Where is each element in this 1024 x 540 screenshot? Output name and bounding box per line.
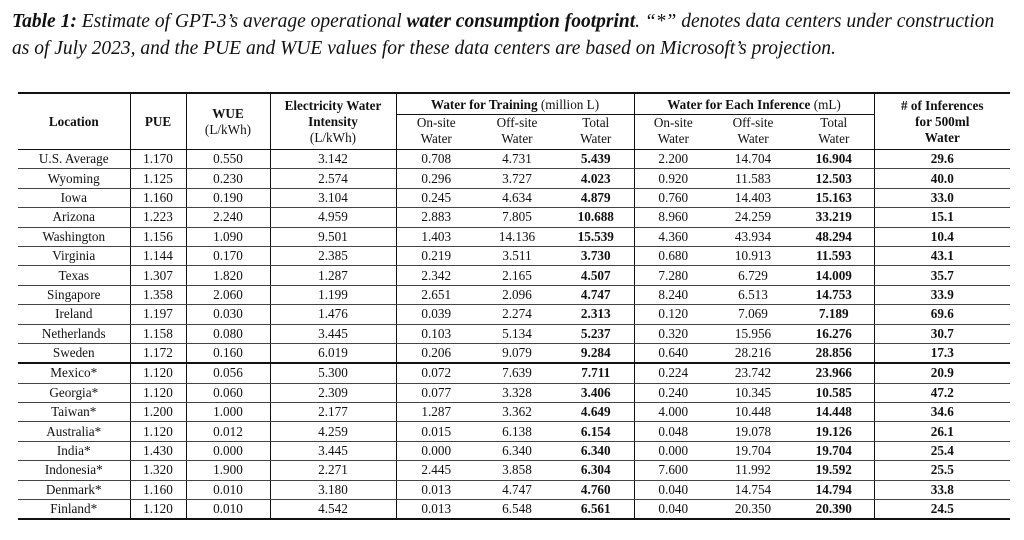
cell-ewi: 5.300 xyxy=(270,363,396,383)
cell-train-offsite: 3.511 xyxy=(476,246,558,265)
cell-train-onsite: 2.445 xyxy=(396,461,476,480)
cell-pue: 1.120 xyxy=(130,383,186,402)
header-ewi-line1: Electricity Water xyxy=(284,98,382,113)
cell-wue: 0.230 xyxy=(186,169,270,188)
cell-inf-offsite: 7.069 xyxy=(712,305,794,324)
header-inference-unit: (mL) xyxy=(813,97,841,112)
cell-train-total: 5.237 xyxy=(558,324,634,343)
header-training-label: Water for Training xyxy=(430,97,538,112)
table-row xyxy=(18,403,1010,422)
cell-inf-offsite: 10.913 xyxy=(712,246,794,265)
header-inf-offsite xyxy=(712,115,794,150)
cell-inf-offsite: 10.345 xyxy=(712,383,794,402)
cell-train-total: 4.507 xyxy=(558,266,634,285)
cell-train-offsite: 6.138 xyxy=(476,422,558,441)
cell-train-total: 5.439 xyxy=(558,150,634,169)
cell-inf-offsite: 28.216 xyxy=(712,343,794,363)
water-footprint-table xyxy=(18,92,1010,520)
cell-train-total: 3.406 xyxy=(558,383,634,402)
table-row xyxy=(18,227,1010,246)
cell-inf-onsite: 0.048 xyxy=(634,422,712,441)
cell-train-total: 6.304 xyxy=(558,461,634,480)
header-inferences-line2: for 500ml xyxy=(915,114,970,129)
cell-inf-total: 11.593 xyxy=(794,246,874,265)
cell-wue: 0.060 xyxy=(186,383,270,402)
cell-train-onsite: 1.403 xyxy=(396,227,476,246)
header-train-onsite-l1: On-site xyxy=(416,115,456,130)
cell-inf-onsite: 0.320 xyxy=(634,324,712,343)
cell-inf-total: 14.448 xyxy=(794,403,874,422)
cell-inf-offsite: 10.448 xyxy=(712,403,794,422)
table-row xyxy=(18,188,1010,207)
cell-inf-total: 20.390 xyxy=(794,500,874,520)
cell-ewi: 4.959 xyxy=(270,208,396,227)
cell-ewi: 2.177 xyxy=(270,403,396,422)
header-inference-label: Water for Each Inference xyxy=(667,97,811,112)
header-location: Location xyxy=(18,93,130,150)
cell-inf-total: 48.294 xyxy=(794,227,874,246)
cell-train-offsite: 3.858 xyxy=(476,461,558,480)
cell-train-offsite: 2.096 xyxy=(476,285,558,304)
cell-location: Texas xyxy=(18,266,130,285)
cell-inf-total: 19.592 xyxy=(794,461,874,480)
cell-wue: 0.010 xyxy=(186,500,270,520)
cell-train-onsite: 0.000 xyxy=(396,441,476,460)
cell-pue: 1.223 xyxy=(130,208,186,227)
cell-location: Finland* xyxy=(18,500,130,520)
cell-inf-total: 14.009 xyxy=(794,266,874,285)
cell-inf-offsite: 15.956 xyxy=(712,324,794,343)
cell-inf-offsite: 43.934 xyxy=(712,227,794,246)
cell-inf-offsite: 20.350 xyxy=(712,500,794,520)
cell-location: India* xyxy=(18,441,130,460)
cell-inf-total: 28.856 xyxy=(794,343,874,363)
cell-location: Netherlands xyxy=(18,324,130,343)
table-body xyxy=(18,150,1010,520)
cell-train-total: 4.023 xyxy=(558,169,634,188)
cell-inf-onsite: 0.680 xyxy=(634,246,712,265)
cell-train-offsite: 3.328 xyxy=(476,383,558,402)
cell-location: Taiwan* xyxy=(18,403,130,422)
cell-train-total: 15.539 xyxy=(558,227,634,246)
header-ewi xyxy=(270,93,396,150)
cell-location: Wyoming xyxy=(18,169,130,188)
cell-train-onsite: 0.077 xyxy=(396,383,476,402)
cell-inferences-500ml: 33.9 xyxy=(874,285,1010,304)
cell-inf-onsite: 2.200 xyxy=(634,150,712,169)
cell-inf-onsite: 4.360 xyxy=(634,227,712,246)
cell-train-total: 3.730 xyxy=(558,246,634,265)
cell-ewi: 3.104 xyxy=(270,188,396,207)
cell-wue: 0.030 xyxy=(186,305,270,324)
cell-train-total: 9.284 xyxy=(558,343,634,363)
cell-pue: 1.172 xyxy=(130,343,186,363)
cell-location: Singapore xyxy=(18,285,130,304)
cell-location: Arizona xyxy=(18,208,130,227)
cell-ewi: 9.501 xyxy=(270,227,396,246)
cell-wue: 1.820 xyxy=(186,266,270,285)
cell-location: Mexico* xyxy=(18,363,130,383)
table-row xyxy=(18,480,1010,499)
cell-train-total: 7.711 xyxy=(558,363,634,383)
cell-train-onsite: 0.708 xyxy=(396,150,476,169)
cell-ewi: 1.287 xyxy=(270,266,396,285)
table-row xyxy=(18,266,1010,285)
cell-wue: 2.240 xyxy=(186,208,270,227)
cell-inf-onsite: 0.224 xyxy=(634,363,712,383)
cell-inf-onsite: 8.240 xyxy=(634,285,712,304)
cell-ewi: 2.309 xyxy=(270,383,396,402)
cell-inf-offsite: 19.704 xyxy=(712,441,794,460)
cell-train-total: 6.340 xyxy=(558,441,634,460)
table-row xyxy=(18,343,1010,363)
cell-inf-total: 15.163 xyxy=(794,188,874,207)
cell-inf-total: 19.126 xyxy=(794,422,874,441)
table-row xyxy=(18,422,1010,441)
cell-train-onsite: 0.206 xyxy=(396,343,476,363)
cell-inf-onsite: 0.040 xyxy=(634,480,712,499)
cell-train-total: 4.649 xyxy=(558,403,634,422)
cell-train-onsite: 0.103 xyxy=(396,324,476,343)
header-train-onsite-l2: Water xyxy=(420,131,452,146)
header-inf-total-l2: Water xyxy=(818,131,850,146)
header-ewi-unit: (L/kWh) xyxy=(309,130,357,145)
cell-train-onsite: 0.245 xyxy=(396,188,476,207)
cell-inferences-500ml: 69.6 xyxy=(874,305,1010,324)
cell-ewi: 1.476 xyxy=(270,305,396,324)
header-train-offsite-l2: Water xyxy=(501,131,533,146)
header-train-offsite-l1: Off-site xyxy=(496,115,538,130)
header-inf-onsite-l2: Water xyxy=(657,131,689,146)
cell-train-offsite: 9.079 xyxy=(476,343,558,363)
cell-inferences-500ml: 25.5 xyxy=(874,461,1010,480)
cell-train-offsite: 2.274 xyxy=(476,305,558,324)
cell-location: Indonesia* xyxy=(18,461,130,480)
cell-wue: 0.010 xyxy=(186,480,270,499)
cell-train-onsite: 0.013 xyxy=(396,480,476,499)
table-row xyxy=(18,363,1010,383)
header-inf-offsite-l2: Water xyxy=(737,131,769,146)
cell-inferences-500ml: 25.4 xyxy=(874,441,1010,460)
cell-inferences-500ml: 43.1 xyxy=(874,246,1010,265)
cell-pue: 1.158 xyxy=(130,324,186,343)
cell-inferences-500ml: 26.1 xyxy=(874,422,1010,441)
cell-inferences-500ml: 34.6 xyxy=(874,403,1010,422)
cell-train-onsite: 1.287 xyxy=(396,403,476,422)
caption-text-before: Estimate of GPT-3’s average operational xyxy=(76,11,407,32)
cell-inf-total: 14.753 xyxy=(794,285,874,304)
cell-train-offsite: 7.639 xyxy=(476,363,558,383)
cell-inf-onsite: 0.920 xyxy=(634,169,712,188)
caption-bold-term: water consumption footprint xyxy=(406,11,636,32)
table-row xyxy=(18,500,1010,520)
cell-train-onsite: 2.342 xyxy=(396,266,476,285)
header-train-total-l2: Water xyxy=(580,131,612,146)
cell-inf-total: 14.794 xyxy=(794,480,874,499)
cell-location: Ireland xyxy=(18,305,130,324)
cell-inferences-500ml: 10.4 xyxy=(874,227,1010,246)
cell-inf-onsite: 7.280 xyxy=(634,266,712,285)
cell-inf-total: 10.585 xyxy=(794,383,874,402)
cell-wue: 2.060 xyxy=(186,285,270,304)
cell-inf-offsite: 19.078 xyxy=(712,422,794,441)
cell-train-onsite: 0.013 xyxy=(396,500,476,520)
cell-location: Australia* xyxy=(18,422,130,441)
cell-inf-offsite: 23.742 xyxy=(712,363,794,383)
cell-train-total: 4.760 xyxy=(558,480,634,499)
cell-wue: 0.190 xyxy=(186,188,270,207)
table-header xyxy=(18,93,1010,150)
table-row xyxy=(18,324,1010,343)
cell-inf-total: 33.219 xyxy=(794,208,874,227)
cell-pue: 1.120 xyxy=(130,363,186,383)
cell-inf-total: 23.966 xyxy=(794,363,874,383)
cell-ewi: 2.271 xyxy=(270,461,396,480)
cell-wue: 1.900 xyxy=(186,461,270,480)
cell-pue: 1.200 xyxy=(130,403,186,422)
cell-ewi: 4.259 xyxy=(270,422,396,441)
cell-pue: 1.120 xyxy=(130,422,186,441)
cell-train-total: 6.154 xyxy=(558,422,634,441)
header-ewi-line2: Intensity xyxy=(308,114,358,129)
cell-inf-onsite: 8.960 xyxy=(634,208,712,227)
cell-train-offsite: 4.634 xyxy=(476,188,558,207)
header-training-group xyxy=(396,93,634,115)
cell-location: Denmark* xyxy=(18,480,130,499)
cell-location: Sweden xyxy=(18,343,130,363)
cell-wue: 0.012 xyxy=(186,422,270,441)
caption-label: Table 1: xyxy=(12,11,77,32)
cell-inferences-500ml: 20.9 xyxy=(874,363,1010,383)
cell-train-offsite: 6.340 xyxy=(476,441,558,460)
cell-inf-offsite: 24.259 xyxy=(712,208,794,227)
cell-ewi: 3.180 xyxy=(270,480,396,499)
header-wue-label: WUE xyxy=(212,106,244,121)
cell-train-offsite: 7.805 xyxy=(476,208,558,227)
cell-inferences-500ml: 35.7 xyxy=(874,266,1010,285)
cell-pue: 1.156 xyxy=(130,227,186,246)
cell-pue: 1.120 xyxy=(130,500,186,520)
cell-inferences-500ml: 40.0 xyxy=(874,169,1010,188)
cell-location: U.S. Average xyxy=(18,150,130,169)
cell-train-onsite: 2.883 xyxy=(396,208,476,227)
cell-pue: 1.197 xyxy=(130,305,186,324)
cell-wue: 0.056 xyxy=(186,363,270,383)
cell-inf-onsite: 4.000 xyxy=(634,403,712,422)
cell-train-offsite: 3.362 xyxy=(476,403,558,422)
cell-inferences-500ml: 29.6 xyxy=(874,150,1010,169)
cell-train-onsite: 0.039 xyxy=(396,305,476,324)
cell-pue: 1.307 xyxy=(130,266,186,285)
cell-inf-total: 7.189 xyxy=(794,305,874,324)
cell-inferences-500ml: 47.2 xyxy=(874,383,1010,402)
table-caption xyxy=(12,8,1016,62)
cell-inf-offsite: 14.754 xyxy=(712,480,794,499)
cell-ewi: 2.574 xyxy=(270,169,396,188)
cell-pue: 1.160 xyxy=(130,188,186,207)
table-row xyxy=(18,169,1010,188)
cell-inf-onsite: 0.040 xyxy=(634,500,712,520)
header-training-unit: (million L) xyxy=(540,97,600,112)
table-row xyxy=(18,305,1010,324)
cell-train-offsite: 2.165 xyxy=(476,266,558,285)
header-pue: PUE xyxy=(130,93,186,150)
cell-train-total: 4.879 xyxy=(558,188,634,207)
cell-pue: 1.170 xyxy=(130,150,186,169)
cell-train-offsite: 4.731 xyxy=(476,150,558,169)
cell-inferences-500ml: 24.5 xyxy=(874,500,1010,520)
header-train-onsite xyxy=(396,115,476,150)
cell-inf-onsite: 0.120 xyxy=(634,305,712,324)
cell-train-total: 10.688 xyxy=(558,208,634,227)
table-row xyxy=(18,383,1010,402)
table-row xyxy=(18,208,1010,227)
cell-inferences-500ml: 30.7 xyxy=(874,324,1010,343)
cell-wue: 1.090 xyxy=(186,227,270,246)
cell-inf-offsite: 14.403 xyxy=(712,188,794,207)
cell-train-onsite: 0.072 xyxy=(396,363,476,383)
cell-inferences-500ml: 33.0 xyxy=(874,188,1010,207)
header-inf-offsite-l1: Off-site xyxy=(732,115,774,130)
cell-wue: 0.550 xyxy=(186,150,270,169)
table-row xyxy=(18,441,1010,460)
cell-ewi: 3.445 xyxy=(270,324,396,343)
cell-inferences-500ml: 33.8 xyxy=(874,480,1010,499)
cell-inf-total: 16.276 xyxy=(794,324,874,343)
cell-location: Iowa xyxy=(18,188,130,207)
cell-inf-offsite: 6.513 xyxy=(712,285,794,304)
cell-pue: 1.125 xyxy=(130,169,186,188)
header-inferences-line1: # of Inferences xyxy=(901,98,984,113)
cell-train-total: 6.561 xyxy=(558,500,634,520)
cell-train-offsite: 4.747 xyxy=(476,480,558,499)
cell-inf-onsite: 0.000 xyxy=(634,441,712,460)
cell-wue: 0.080 xyxy=(186,324,270,343)
cell-pue: 1.358 xyxy=(130,285,186,304)
cell-inf-onsite: 0.640 xyxy=(634,343,712,363)
header-inf-total xyxy=(794,115,874,150)
table-row xyxy=(18,461,1010,480)
cell-train-offsite: 6.548 xyxy=(476,500,558,520)
header-wue xyxy=(186,93,270,150)
header-inf-onsite xyxy=(634,115,712,150)
cell-train-onsite: 0.296 xyxy=(396,169,476,188)
cell-inf-total: 19.704 xyxy=(794,441,874,460)
cell-train-onsite: 0.219 xyxy=(396,246,476,265)
cell-wue: 0.170 xyxy=(186,246,270,265)
cell-train-total: 4.747 xyxy=(558,285,634,304)
cell-train-onsite: 2.651 xyxy=(396,285,476,304)
table-row xyxy=(18,246,1010,265)
cell-train-offsite: 3.727 xyxy=(476,169,558,188)
cell-ewi: 1.199 xyxy=(270,285,396,304)
cell-inferences-500ml: 17.3 xyxy=(874,343,1010,363)
cell-ewi: 6.019 xyxy=(270,343,396,363)
cell-location: Georgia* xyxy=(18,383,130,402)
cell-inf-onsite: 7.600 xyxy=(634,461,712,480)
cell-location: Virginia xyxy=(18,246,130,265)
cell-inf-offsite: 11.992 xyxy=(712,461,794,480)
cell-inf-offsite: 11.583 xyxy=(712,169,794,188)
cell-location: Washington xyxy=(18,227,130,246)
header-train-total xyxy=(558,115,634,150)
cell-pue: 1.160 xyxy=(130,480,186,499)
cell-wue: 0.160 xyxy=(186,343,270,363)
cell-inf-offsite: 6.729 xyxy=(712,266,794,285)
header-inference-group xyxy=(634,93,874,115)
caption-text-after: . “*” denotes data centers under construction as of July 2023, and the PUE and WUE values for these data centers are based on Microsoft’s projection. xyxy=(12,11,995,59)
cell-wue: 1.000 xyxy=(186,403,270,422)
cell-inf-onsite: 0.760 xyxy=(634,188,712,207)
cell-inf-onsite: 0.240 xyxy=(634,383,712,402)
cell-pue: 1.430 xyxy=(130,441,186,460)
header-train-offsite xyxy=(476,115,558,150)
cell-pue: 1.320 xyxy=(130,461,186,480)
cell-train-offsite: 5.134 xyxy=(476,324,558,343)
header-inf-onsite-l1: On-site xyxy=(653,115,693,130)
header-inf-total-l1: Total xyxy=(820,115,848,130)
cell-ewi: 3.445 xyxy=(270,441,396,460)
cell-ewi: 3.142 xyxy=(270,150,396,169)
table-row xyxy=(18,285,1010,304)
cell-wue: 0.000 xyxy=(186,441,270,460)
header-inferences xyxy=(874,93,1010,150)
cell-inferences-500ml: 15.1 xyxy=(874,208,1010,227)
cell-train-total: 2.313 xyxy=(558,305,634,324)
cell-inf-total: 12.503 xyxy=(794,169,874,188)
header-inferences-line3: Water xyxy=(924,130,960,145)
cell-ewi: 2.385 xyxy=(270,246,396,265)
header-wue-unit: (L/kWh) xyxy=(204,122,252,137)
header-train-total-l1: Total xyxy=(582,115,610,130)
table-row xyxy=(18,150,1010,169)
cell-train-onsite: 0.015 xyxy=(396,422,476,441)
cell-train-offsite: 14.136 xyxy=(476,227,558,246)
cell-inf-offsite: 14.704 xyxy=(712,150,794,169)
cell-pue: 1.144 xyxy=(130,246,186,265)
cell-inf-total: 16.904 xyxy=(794,150,874,169)
cell-ewi: 4.542 xyxy=(270,500,396,520)
